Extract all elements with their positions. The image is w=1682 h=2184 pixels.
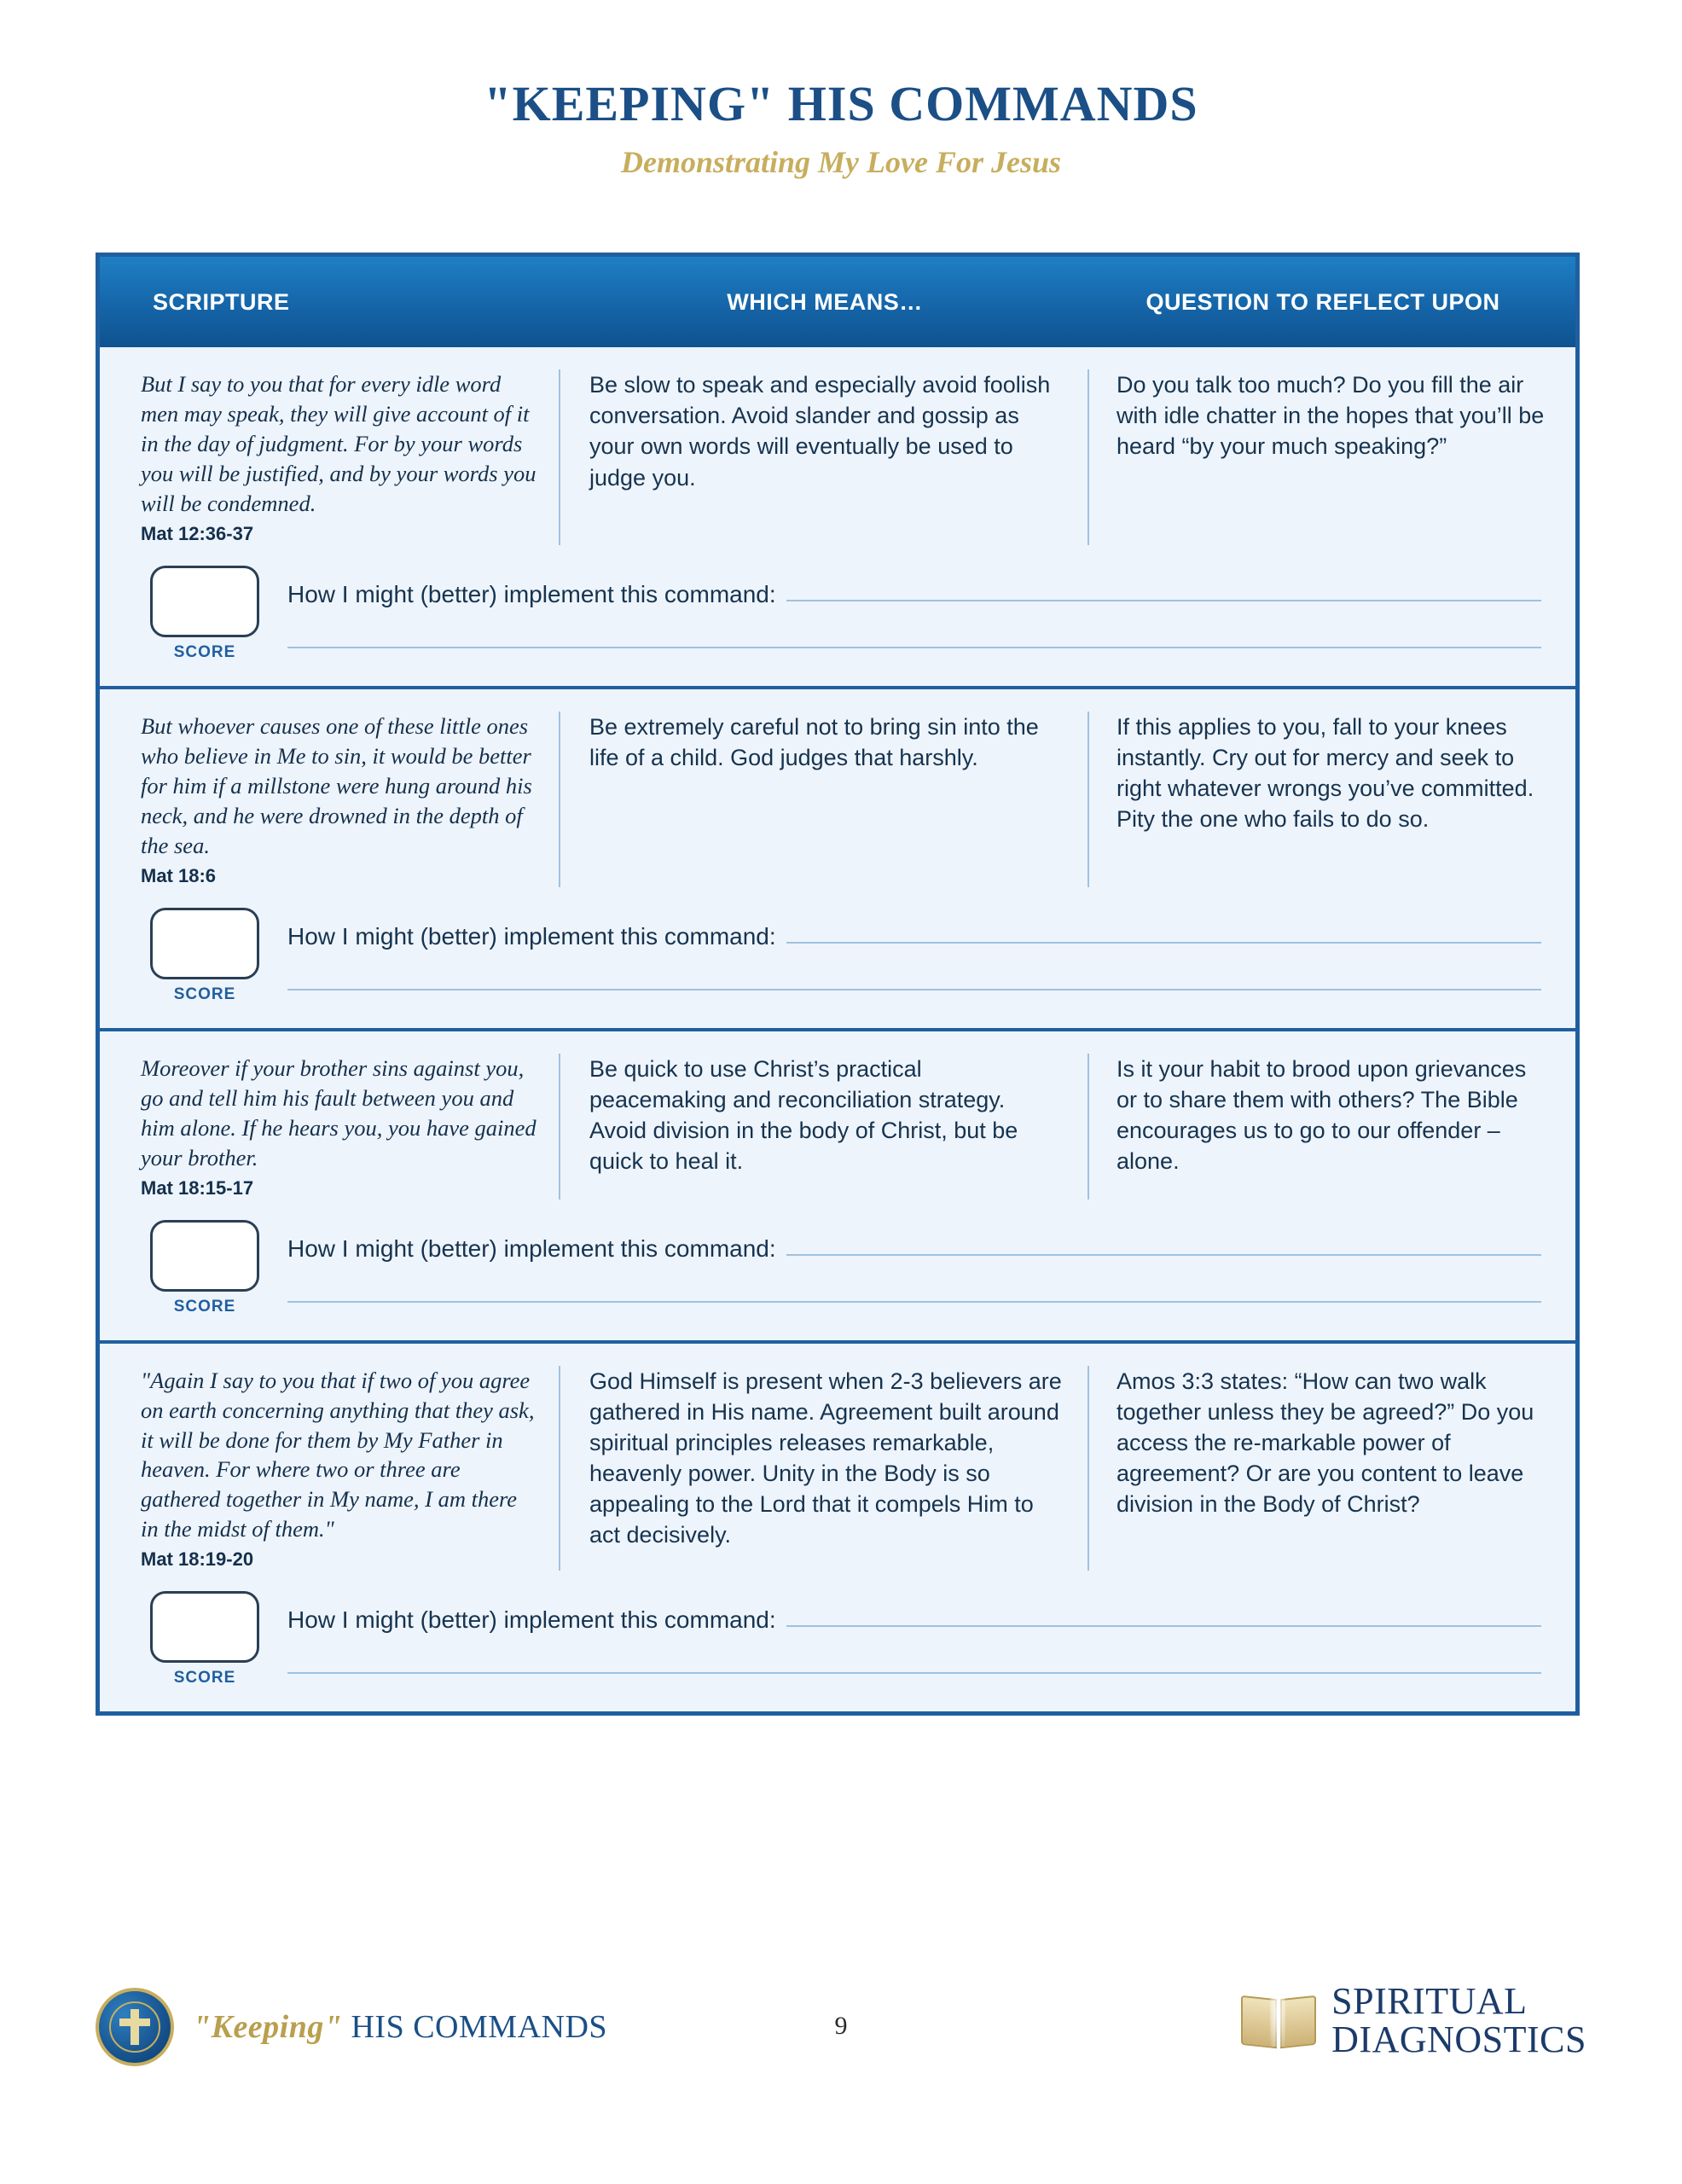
cell-which-means [560,712,1089,887]
page-title: "KEEPING" HIS COMMANDS [484,76,1198,131]
which-means-text: Be quick to use Christ’s practical peacemaking and reconciliation strategy. Avoid division in the body of Christ, but be quick to heal it. [589,1055,1018,1175]
implement-group [269,908,1541,990]
row-content [100,1344,1575,1580]
cell-question [1089,712,1575,887]
column-header-question: QUESTION TO REFLECT UPON [1146,288,1500,315]
open-book-icon [1239,1989,1318,2053]
cell-question [1089,369,1575,545]
which-means-text: Be slow to speak and especially avoid foolish conversation. Avoid slander and gossip as your own words will eventually be used to judge you. [589,372,1051,491]
implement-write-line-2[interactable] [287,1671,1541,1674]
page-subtitle: Demonstrating My Love For Jesus [620,145,1062,179]
implement-write-line-2[interactable] [287,1300,1541,1303]
table-row [100,689,1575,1031]
question-text: Do you talk too much? Do you fill the air with idle chatter in the hopes that you’ll be heard “by your much speaking?” [1116,372,1545,460]
row-response-area [100,1208,1575,1340]
row-response-area [100,554,1575,686]
column-header-which-means: WHICH MEANS… [727,288,923,315]
question-text: If this applies to you, fall to your knees instantly. Cry out for mercy and seek to right whatever wrongs you’ve committed. Pity the one who fails to do so. [1116,713,1534,833]
logo-line-2: DIAGNOSTICS [1331,2018,1586,2060]
commands-table [96,253,1580,1716]
implement-line [287,1606,1541,1634]
cell-scripture [100,1366,560,1571]
score-input[interactable] [150,908,259,979]
implement-write-line-2[interactable] [287,646,1541,648]
scripture-reference: Mat 18:15-17 [141,1176,254,1199]
table-header-row [100,257,1575,347]
implement-write-line-1[interactable] [786,1253,1541,1256]
scripture-reference: Mat 12:36-37 [141,522,254,544]
footer-logo-group [1239,1980,1586,2060]
scripture-text: "Again I say to you that if two of you agree on earth concerning anything that they ask, it will be done for them by My Father in heaven. For where two or three are gathered together in My name, I am there in the midst of them." [141,1367,535,1542]
implement-write-line-1[interactable] [786,1624,1541,1627]
logo-text [1331,1980,1586,2060]
row-content [100,1031,1575,1208]
implement-group [269,1220,1541,1303]
score-label: SCORE [173,1669,236,1687]
scripture-text: But I say to you that for every idle word men may speak, they will give account of it in the day of judgment. For by your words you will be justified, and by your words you will be condemned. [141,371,536,516]
score-group [141,1220,269,1316]
score-group [141,1591,269,1687]
score-input[interactable] [150,1591,259,1663]
scripture-reference: Mat 18:19-20 [141,1548,254,1571]
which-means-text: Be extremely careful not to bring sin into the life of a child. God judges that harshly. [589,713,1039,771]
table-row [100,347,1575,689]
implement-write-line-2[interactable] [287,988,1541,990]
scripture-reference: Mat 18:6 [141,864,217,886]
implement-write-line-1[interactable] [786,941,1541,944]
footer-brand-keeping: "Keeping" [193,2009,343,2045]
implement-group [269,1591,1541,1674]
score-label: SCORE [173,642,236,661]
scripture-text: But whoever causes one of these little ones who believe in Me to sin, it would be better for him if a millstone were hung around his neck, and he were drowned in the depth of the sea. [141,712,532,858]
table-row [100,1031,1575,1344]
cell-which-means [560,1366,1089,1571]
score-group [141,566,269,662]
page-number: 9 [834,2012,848,2040]
logo-line-1: SPIRITUAL [1331,1980,1528,2022]
row-content [100,347,1575,554]
column-header-scripture: SCRIPTURE [153,288,290,315]
scripture-text: Moreover if your brother sins against you, go and tell him his fault between you and him alone. If he hears you, you have gained your brother. [141,1054,536,1170]
page-footer [0,1980,1682,2111]
score-label: SCORE [173,985,236,1003]
question-text: Is it your habit to brood upon grievances or to share them with others? The Bible encourages us to go to our offender – alone. [1116,1055,1527,1175]
row-response-area [100,1579,1575,1711]
question-text: Amos 3:3 states: “How can two walk together unless they be agreed?” Do you access the re-markable power of agreement? Or are you content to leave division in the Body of Christ? [1116,1368,1534,1518]
cell-scripture [100,712,560,887]
cell-scripture [100,1054,560,1199]
implement-label: How I might (better) implement this command: [287,922,776,950]
score-label: SCORE [173,1297,236,1316]
score-input[interactable] [150,1220,259,1292]
row-content [100,689,1575,896]
cell-question [1089,1366,1575,1571]
score-group [141,908,269,1004]
cell-which-means [560,369,1089,545]
implement-write-line-1[interactable] [786,599,1541,601]
implement-line [287,923,1541,950]
implement-label: How I might (better) implement this command: [287,1234,776,1262]
table-row [100,1344,1575,1712]
title-block [0,0,1682,180]
cell-question [1089,1054,1575,1199]
footer-brand-commands: HIS COMMANDS [351,2009,608,2045]
implement-label: How I might (better) implement this command: [287,1606,776,1634]
implement-line [287,1235,1541,1263]
score-input[interactable] [150,566,259,637]
row-response-area [100,896,1575,1028]
cell-scripture [100,369,560,545]
implement-group [269,566,1541,648]
implement-line [287,581,1541,608]
cell-which-means [560,1054,1089,1199]
implement-label: How I might (better) implement this command: [287,580,776,607]
which-means-text: God Himself is present when 2-3 believers are gathered in His name. Agreement built around spiritual principles releases remarkable, heavenly power. Unity in the Body is so appealing to the Lord that it compels Him to act decisively. [589,1368,1062,1548]
